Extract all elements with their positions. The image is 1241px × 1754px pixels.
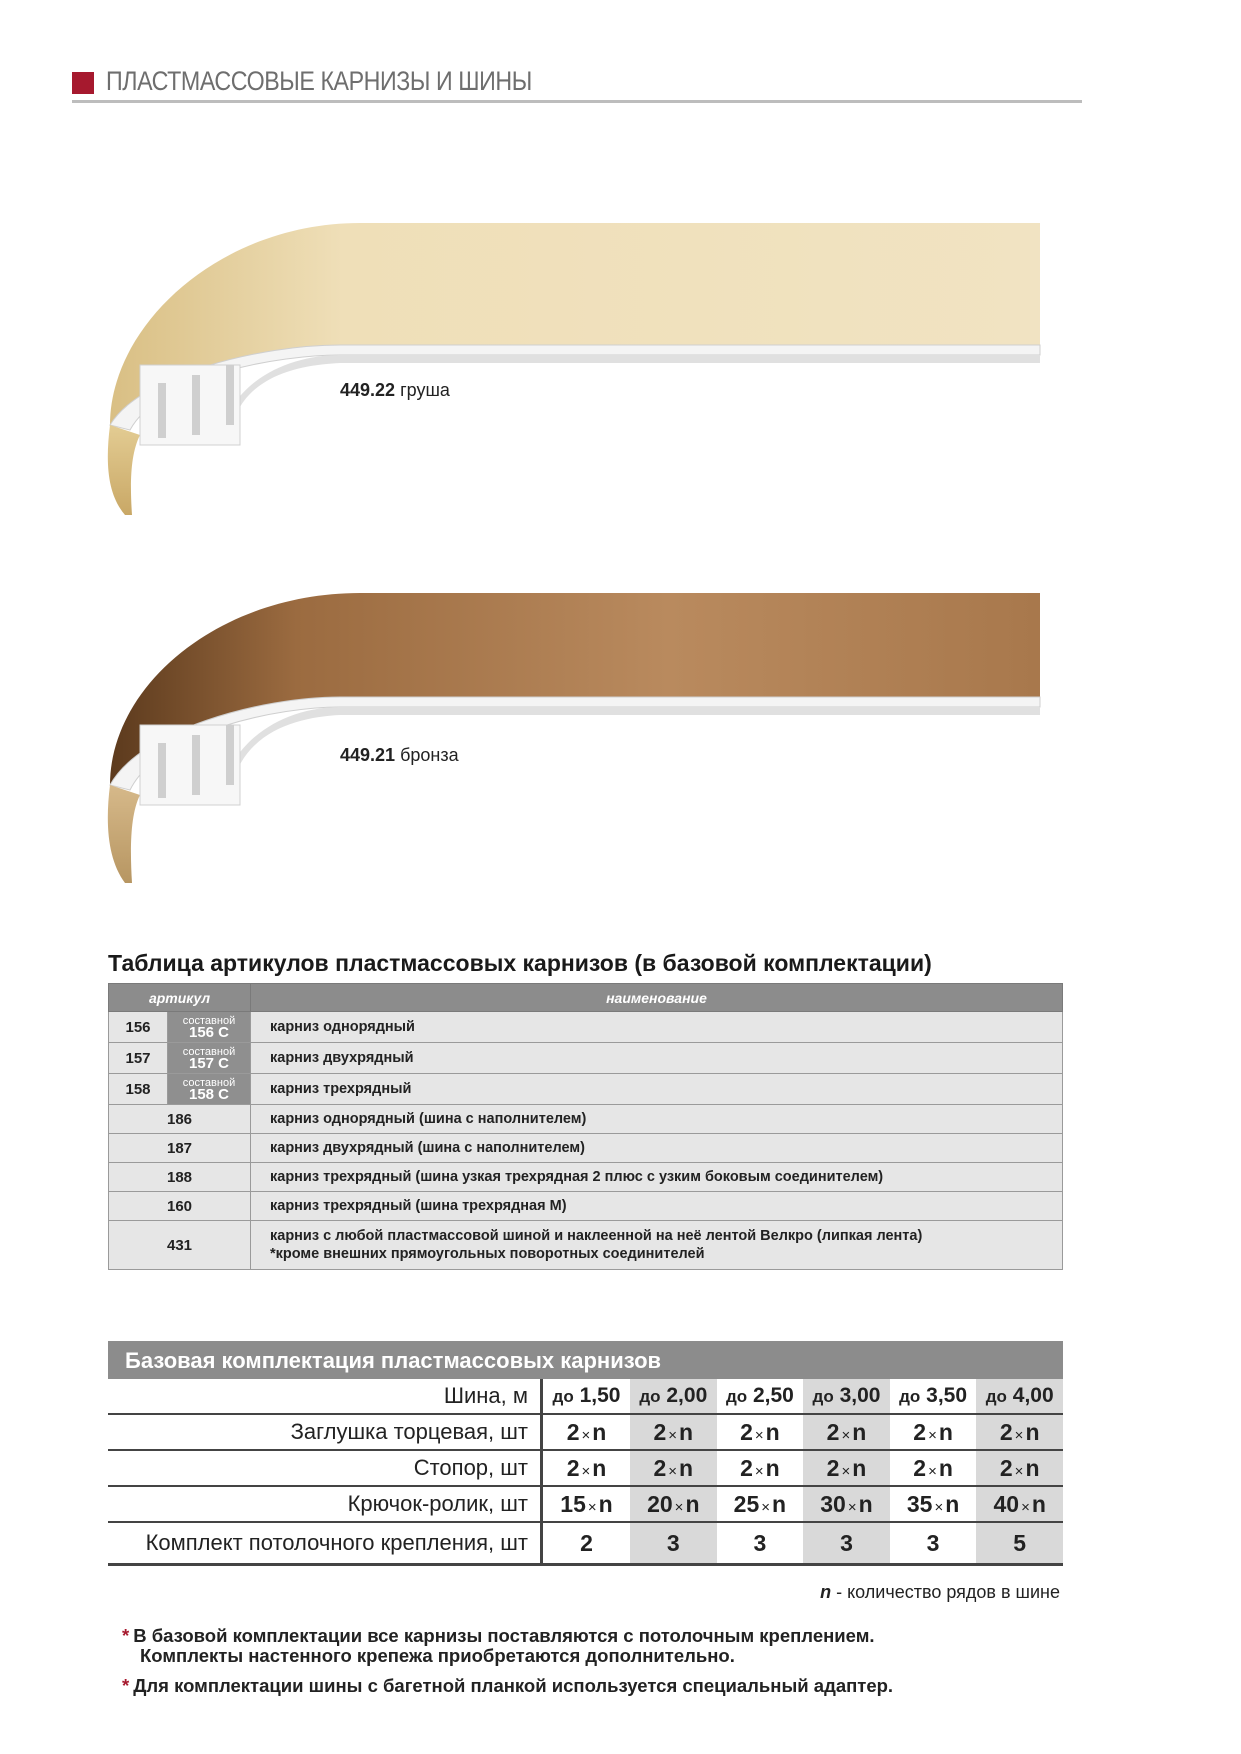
article-code: 187 <box>109 1134 251 1163</box>
kit-cell: 3 <box>717 1522 804 1565</box>
header-accent-square <box>72 72 94 94</box>
article-name-footnote: *кроме внешних прямоугольных поворотных соединителей <box>270 1246 705 1262</box>
kit-table-title-band <box>108 1341 1063 1379</box>
page-header <box>72 66 1082 104</box>
column-header-name: наименование <box>251 984 1063 1012</box>
article-name: карниз однорядный (шина с наполнителем) <box>251 1105 1063 1134</box>
article-name: карниз однорядный <box>251 1012 1063 1043</box>
table-row <box>109 1134 1063 1163</box>
kit-cell: 2 ×n <box>976 1450 1063 1486</box>
kit-row-label: Комплект потолочного крепления, шт <box>108 1522 542 1565</box>
kit-cell: 2 ×n <box>542 1414 631 1450</box>
composite-code: составной 156 С <box>168 1012 251 1043</box>
kit-row <box>108 1414 1063 1450</box>
composite-code: составной 158 С <box>168 1074 251 1105</box>
kit-cell: 2 ×n <box>890 1414 977 1450</box>
product-image-pear <box>100 215 1060 525</box>
length-header: до 1,50 <box>542 1379 631 1414</box>
column-header-article: артикул <box>109 984 251 1012</box>
product-label-pear: 449.22 груша <box>340 380 450 400</box>
length-header: до 4,00 <box>976 1379 1063 1414</box>
kit-cell: 2 ×n <box>803 1450 890 1486</box>
footnote: * В базовой комплектации все карнизы поставляются с потолочным креплением. Комплекты настенного крепежа приобретаются дополнительно. <box>122 1625 875 1666</box>
kit-cell: 2 ×n <box>630 1450 717 1486</box>
asterisk-marker: * <box>122 1675 130 1696</box>
article-code: 188 <box>109 1163 251 1192</box>
n-legend: n - количество рядов в шине <box>820 1582 1060 1602</box>
article-code: 186 <box>109 1105 251 1134</box>
kit-row-label: Стопор, шт <box>108 1450 542 1486</box>
product-label-bronze: 449.21 бронза <box>340 745 459 765</box>
kit-table-title: Базовая комплектация пластмассовых карнизов <box>125 1348 662 1373</box>
table-row <box>109 1192 1063 1221</box>
kit-row-label: Заглушка торцевая, шт <box>108 1414 542 1450</box>
article-name: карниз с любой пластмассовой шиной и наклеенной на неё лентой Велкро (липкая лента) *кроме внешних прямоугольных поворотных соединителей <box>251 1221 1063 1270</box>
kit-row <box>108 1522 1063 1565</box>
articles-table-title: Таблица артикулов пластмассовых карнизов (в базовой комплектации) <box>108 950 932 976</box>
article-code: 157 <box>109 1043 168 1074</box>
kit-row-label: Шина, м <box>108 1379 542 1414</box>
table-row <box>109 1043 1063 1074</box>
article-name: карниз трехрядный (шина трехрядная М) <box>251 1192 1063 1221</box>
kit-cell: 40 ×n <box>976 1486 1063 1522</box>
product-image-bronze <box>100 585 1060 895</box>
length-header: до 2,50 <box>717 1379 804 1414</box>
header-rule <box>72 100 1082 103</box>
kit-cell: 3 <box>630 1522 717 1565</box>
kit-cell: 2 ×n <box>630 1414 717 1450</box>
page-title: ПЛАСТМАССОВЫЕ КАРНИЗЫ И ШИНЫ <box>106 66 532 96</box>
article-code: 158 <box>109 1074 168 1105</box>
articles-table <box>108 983 1063 1270</box>
article-code: 156 <box>109 1012 168 1043</box>
kit-cell: 2 ×n <box>717 1414 804 1450</box>
cornice-pear-illustration <box>100 215 1060 525</box>
kit-cell: 3 <box>803 1522 890 1565</box>
kit-cell: 2 <box>542 1522 631 1565</box>
kit-cell: 20 ×n <box>630 1486 717 1522</box>
length-header: до 3,00 <box>803 1379 890 1414</box>
article-name: карниз трехрядный <box>251 1074 1063 1105</box>
length-header: до 2,00 <box>630 1379 717 1414</box>
kit-row-label: Крючок-ролик, шт <box>108 1486 542 1522</box>
kit-cell: 2 ×n <box>542 1450 631 1486</box>
kit-cell: 3 <box>890 1522 977 1565</box>
article-code: 431 <box>109 1221 251 1270</box>
article-code: 160 <box>109 1192 251 1221</box>
article-name: карниз двухрядный (шина с наполнителем) <box>251 1134 1063 1163</box>
kit-cell: 25 ×n <box>717 1486 804 1522</box>
kit-row <box>108 1450 1063 1486</box>
table-row <box>109 1012 1063 1043</box>
table-row <box>109 1163 1063 1192</box>
kit-cell: 2 ×n <box>717 1450 804 1486</box>
table-row <box>109 1221 1063 1270</box>
table-row <box>109 1105 1063 1134</box>
composite-code: составной 157 С <box>168 1043 251 1074</box>
kit-table <box>108 1379 1063 1566</box>
article-name: карниз двухрядный <box>251 1043 1063 1074</box>
length-header: до 3,50 <box>890 1379 977 1414</box>
kit-cell: 5 <box>976 1522 1063 1565</box>
kit-cell: 15 ×n <box>542 1486 631 1522</box>
asterisk-marker: * <box>122 1625 130 1646</box>
cornice-bronze-illustration <box>100 585 1060 895</box>
kit-row <box>108 1486 1063 1522</box>
footnote: * Для комплектации шины с багетной планкой используется специальный адаптер. <box>122 1675 894 1696</box>
kit-cell: 2 ×n <box>803 1414 890 1450</box>
table-row <box>109 1074 1063 1105</box>
article-name: карниз трехрядный (шина узкая трехрядная 2 плюс с узким боковым соединителем) <box>251 1163 1063 1192</box>
kit-cell: 30 ×n <box>803 1486 890 1522</box>
kit-cell: 2 ×n <box>976 1414 1063 1450</box>
kit-header-row <box>108 1379 1063 1414</box>
kit-cell: 2 ×n <box>890 1450 977 1486</box>
kit-cell: 35 ×n <box>890 1486 977 1522</box>
table-header-row <box>109 984 1063 1012</box>
footnotes <box>122 1626 893 1706</box>
